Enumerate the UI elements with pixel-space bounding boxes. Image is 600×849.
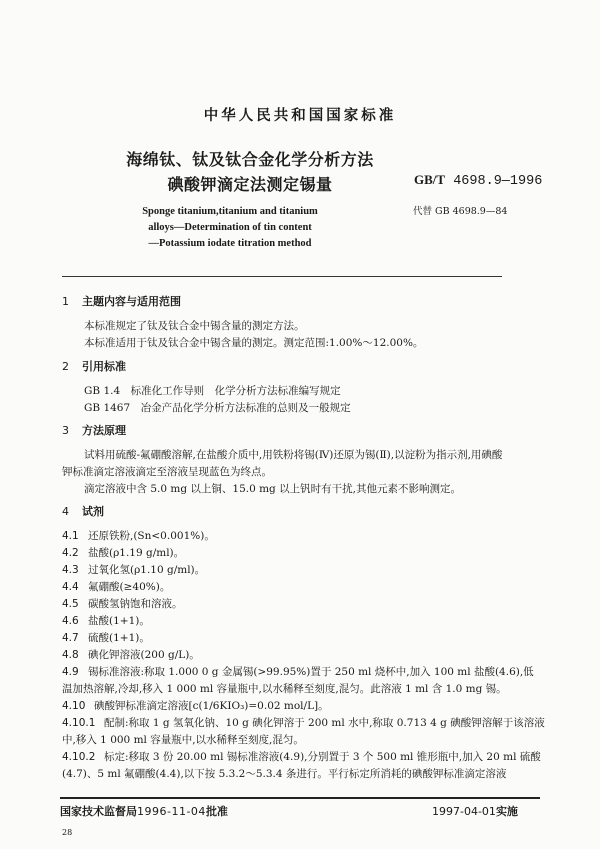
section-4-heading: 4 试剂 [62,505,104,518]
section-1-para1: 本标准规定了钛及钛合金中锡含量的测定方法。 [84,320,305,332]
section-2-heading: 2 引用标准 [62,360,126,373]
standard-prefix: GB/T [414,172,446,187]
reference-gb1467: GB 1467 冶金产品化学分析方法标准的总则及一般规定 [84,402,351,414]
effective-info: 1997-04-01实施 [432,805,518,818]
replaces-note: 代替 GB 4698.9—84 [413,206,508,217]
section-3-para1-line1: 试料用硫酸-氟硼酸溶解,在盐酸介质中,用铁粉将锡(Ⅳ)还原为锡(Ⅱ),以淀粉为指示剂,用碘酸 [84,449,503,461]
section-3-heading: 3 方法原理 [62,424,126,437]
section-3-para2: 滴定溶液中含 5.0 mg 以上铜、15.0 mg 以上钒时有干扰,其他元素不影响测定。 [84,483,461,495]
national-standard-heading: 中华人民共和国国家标准 [203,108,397,124]
reagent-4-10: 4.10 碘酸钾标准滴定溶液[c(1/6KIO₃)=0.02 mol/L]。 [62,700,329,712]
approval-info: 国家技术监督局1996-11-04批准 [60,805,228,818]
reagent-4-10-2-line1: 4.10.2 标定:移取 3 份 20.00 ml 锡标准溶液(4.9),分别置于 3 个 500 ml 锥形瓶中,加入 20 ml 硫酸 [62,751,541,763]
reagent-item: 4.3 过氧化氢(ρ1.10 g/ml)。 [62,564,206,576]
title-en-line2: alloys—Determination of tin content [148,222,312,233]
reagent-item: 4.1 还原铁粉,(Sn<0.001%)。 [62,530,215,542]
reagent-4-9-line1: 4.9 锡标准溶液:称取 1.000 0 g 金属锡(>99.95%)置于 250 ml 烧杯中,加入 100 ml 盐酸(4.6),低 [62,666,534,678]
section-3-para1-line2: 钾标准滴定溶液滴定至溶液呈现蓝色为终点。 [62,466,272,478]
reagent-item: 4.8 碘化钾溶液(200 g/L)。 [62,649,200,661]
standard-code: 4698.9—1996 [453,174,543,189]
reagent-4-10-2-line2: (4.7)、5 ml 氟硼酸(4.4),以下按 5.3.2～5.3.4 条进行。平行标定所消耗的碘酸钾标准滴定溶液 [62,768,507,780]
footer-divider [60,797,540,799]
standard-number [414,172,542,189]
title-en-line3: —Potassium iodate titration method [148,238,312,249]
title-cn-line2: 碘酸钾滴定法测定锡量 [167,175,333,194]
section-1-para2: 本标准适用于钛及钛合金中锡含量的测定。测定范围:1.00%～12.00%。 [84,337,424,349]
reagent-item: 4.7 硫酸(1+1)。 [62,632,150,644]
reagent-item: 4.2 盐酸(ρ1.19 g/ml)。 [62,547,185,559]
header-divider [62,276,502,277]
title-en-line1: Sponge titanium,titanium and titanium [142,206,318,217]
title-cn-line1: 海绵钛、钛及钛合金化学分析方法 [126,150,374,169]
reagent-item: 4.5 碳酸氢钠饱和溶液。 [62,598,183,610]
section-1-heading: 1 主题内容与适用范围 [62,295,181,308]
reagent-item: 4.4 氟硼酸(≥40%)。 [62,581,171,593]
reagent-item: 4.6 盐酸(1+1)。 [62,615,150,627]
reagent-4-10-1-line2: 中,移入 1 000 ml 容量瓶中,以水稀释至刻度,混匀。 [62,734,304,746]
reagent-4-9-line2: 温加热溶解,冷却,移入 1 000 ml 容量瓶中,以水稀释至刻度,混匀。此溶液 1 ml 含 1.0 mg 锡。 [62,683,507,695]
page-number: 28 [62,828,73,837]
reagent-4-10-1-line1: 4.10.1 配制:称取 1 g 氢氧化钠、10 g 碘化钾溶于 200 ml 水中,称取 0.713 4 g 碘酸钾溶解于该溶液 [62,717,545,729]
reference-gb1-4: GB 1.4 标准化工作导则 化学分析方法标准编写规定 [84,385,341,397]
